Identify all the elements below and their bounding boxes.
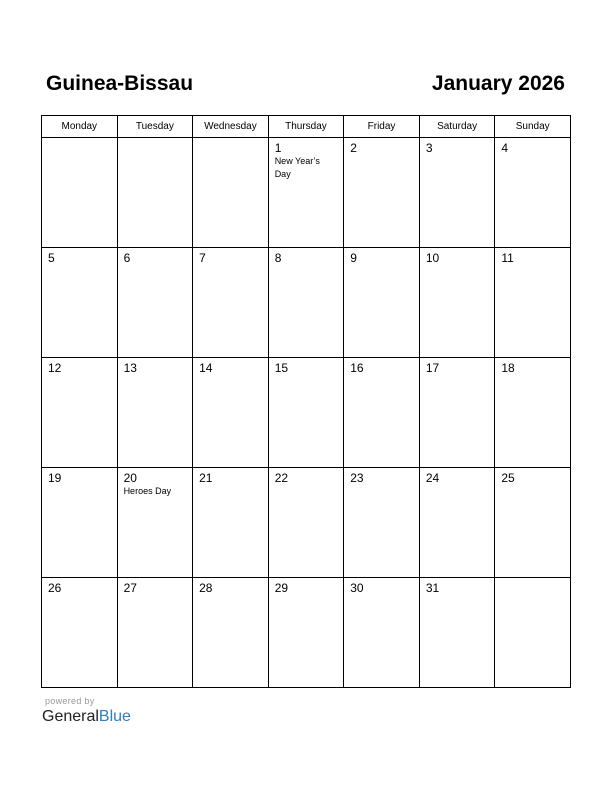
week-row: [42, 358, 571, 468]
day-number: 30: [350, 581, 364, 595]
day-number: [495, 578, 570, 581]
day-number: 23: [350, 471, 364, 485]
day-number: 9: [350, 251, 357, 265]
day-cell: [42, 248, 118, 358]
empty-day-cell: [117, 138, 193, 248]
day-number: 5: [48, 251, 55, 265]
day-number: 2: [350, 141, 357, 155]
day-number: 27: [123, 581, 137, 595]
day-cell: [117, 578, 193, 688]
day-number: 14: [199, 361, 213, 375]
day-number: 29: [274, 581, 289, 595]
day-number: 24: [425, 471, 440, 485]
week-row: [42, 138, 571, 248]
day-number: 21: [199, 471, 213, 485]
day-cell: [495, 248, 571, 358]
day-cell: [495, 358, 571, 468]
logo-general: General: [42, 708, 99, 725]
day-cell: [344, 138, 420, 248]
day-number: 12: [48, 361, 62, 375]
weekday-saturday: Saturday: [419, 116, 495, 138]
empty-day-cell: [495, 578, 571, 688]
day-number: 11: [501, 251, 514, 265]
day-cell: [117, 468, 193, 578]
weekday-header-row: [42, 116, 571, 138]
day-number: 3: [425, 141, 433, 155]
day-cell: [117, 248, 193, 358]
day-number: 8: [274, 251, 282, 265]
day-cell: [419, 358, 495, 468]
day-number: 26: [48, 581, 62, 595]
day-cell: [344, 248, 420, 358]
generalblue-logo: [42, 707, 131, 727]
day-number: 25: [501, 471, 515, 485]
day-cell: [419, 578, 495, 688]
day-cell: [495, 468, 571, 578]
week-row: [42, 468, 571, 578]
empty-day-cell: [193, 138, 269, 248]
day-cell: [268, 578, 344, 688]
weekday-monday: Monday: [42, 116, 118, 138]
day-number: 19: [48, 471, 62, 485]
weekday-tuesday: Tuesday: [117, 116, 193, 138]
week-row: [42, 578, 571, 688]
day-cell: [268, 358, 344, 468]
day-number: [118, 138, 193, 141]
holiday-label: New Year’s Day: [274, 156, 320, 179]
empty-day-cell: [42, 138, 118, 248]
day-number: 28: [199, 581, 213, 595]
day-number: [193, 138, 268, 141]
day-number: 7: [199, 251, 206, 265]
day-number: 22: [274, 471, 289, 485]
day-cell: [117, 358, 193, 468]
day-cell: [42, 468, 118, 578]
day-cell: [344, 358, 420, 468]
day-number: 4: [501, 141, 509, 155]
day-number: 17: [425, 361, 440, 375]
day-cell: [193, 358, 269, 468]
calendar-grid: [41, 115, 571, 688]
weekday-sunday: Sunday: [495, 116, 571, 138]
day-cell: [193, 468, 269, 578]
country-title: Guinea-Bissau: [46, 72, 194, 95]
day-cell: [344, 468, 420, 578]
day-cell: [193, 248, 269, 358]
weekday-wednesday: Wednesday: [193, 116, 269, 138]
weekday-friday: Friday: [344, 116, 420, 138]
powered-by-text: powered by: [45, 696, 95, 706]
day-cell: [42, 358, 118, 468]
day-cell: [42, 578, 118, 688]
day-number: 1: [274, 141, 282, 155]
day-number: 13: [123, 361, 137, 375]
day-cell: [268, 138, 344, 248]
day-number: [42, 138, 117, 141]
day-number: 10: [425, 251, 440, 265]
logo-blue: Blue: [98, 708, 131, 725]
day-cell: [419, 468, 495, 578]
day-cell: [344, 578, 420, 688]
calendar-body: [42, 138, 571, 688]
holiday-label: Heroes Day: [123, 486, 172, 496]
brand-footer: [42, 696, 131, 727]
day-number: 31: [425, 581, 440, 595]
day-cell: [193, 578, 269, 688]
day-cell: [495, 138, 571, 248]
weekday-thursday: Thursday: [268, 116, 344, 138]
day-cell: [419, 138, 495, 248]
week-row: [42, 248, 571, 358]
day-number: 6: [123, 251, 131, 265]
day-number: 16: [350, 361, 364, 375]
day-number: 15: [274, 361, 289, 375]
day-cell: [419, 248, 495, 358]
day-cell: [268, 248, 344, 358]
day-number: 18: [501, 361, 515, 375]
day-number: 20: [123, 471, 137, 485]
day-cell: [268, 468, 344, 578]
month-year-title: January 2026: [431, 72, 565, 95]
